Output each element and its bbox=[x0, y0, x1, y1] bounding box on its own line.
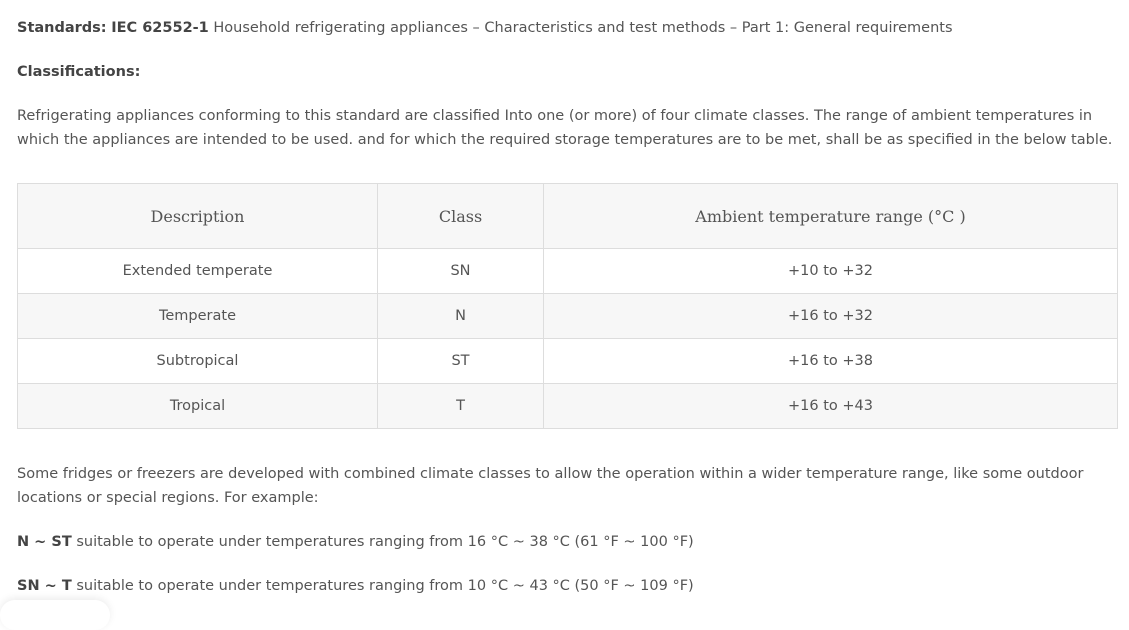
intro-paragraph: Refrigerating appliances conforming to this standard are classified Into one (or more) of four climate classes. The range of ambient temperatures in which the appliances are intended to be used. and for which the required storage temperatures are to be met, shall be as specified in the below table. bbox=[17, 108, 1113, 148]
cell-range: +16 to +43 bbox=[544, 384, 1118, 429]
header-description: Description bbox=[18, 184, 378, 249]
example-code: SN ~ T bbox=[17, 578, 72, 594]
climate-class-table bbox=[17, 183, 1118, 429]
standards-code: IEC 62552-1 bbox=[111, 20, 209, 36]
standards-title: Household refrigerating appliances – Characteristics and test methods – Part 1: General requirements bbox=[213, 20, 953, 36]
example-text: suitable to operate under temperatures ranging from 16 °C ~ 38 °C (61 °F ~ 100 °F) bbox=[71, 534, 694, 550]
cell-description: Tropical bbox=[18, 384, 378, 429]
header-class: Class bbox=[378, 184, 544, 249]
table-row bbox=[18, 294, 1118, 339]
table-row bbox=[18, 384, 1118, 429]
floating-widget-edge bbox=[0, 600, 110, 630]
table-header-row bbox=[18, 184, 1118, 249]
classifications-heading: Classifications: bbox=[17, 64, 141, 80]
cell-description: Subtropical bbox=[18, 339, 378, 384]
combined-classes-paragraph: Some fridges or freezers are developed with combined climate classes to allow the operation within a wider temperature range, like some outdoor locations or special regions. For example: bbox=[17, 466, 1084, 506]
table-row bbox=[18, 249, 1118, 294]
cell-class: T bbox=[378, 384, 544, 429]
cell-range: +16 to +38 bbox=[544, 339, 1118, 384]
example-line bbox=[17, 530, 1117, 554]
cell-range: +16 to +32 bbox=[544, 294, 1118, 339]
example-code: N ~ ST bbox=[17, 534, 72, 550]
cell-class: N bbox=[378, 294, 544, 339]
example-text: suitable to operate under temperatures ranging from 10 °C ~ 43 °C (50 °F ~ 109 °F) bbox=[71, 578, 694, 594]
cell-class: SN bbox=[378, 249, 544, 294]
standards-label: Standards: bbox=[17, 20, 107, 36]
example-line bbox=[17, 574, 1117, 598]
table-row bbox=[18, 339, 1118, 384]
standards-line bbox=[17, 16, 1117, 40]
cell-description: Extended temperate bbox=[18, 249, 378, 294]
header-ambient-range: Ambient temperature range (°C ) bbox=[544, 184, 1118, 249]
cell-class: ST bbox=[378, 339, 544, 384]
cell-range: +10 to +32 bbox=[544, 249, 1118, 294]
cell-description: Temperate bbox=[18, 294, 378, 339]
